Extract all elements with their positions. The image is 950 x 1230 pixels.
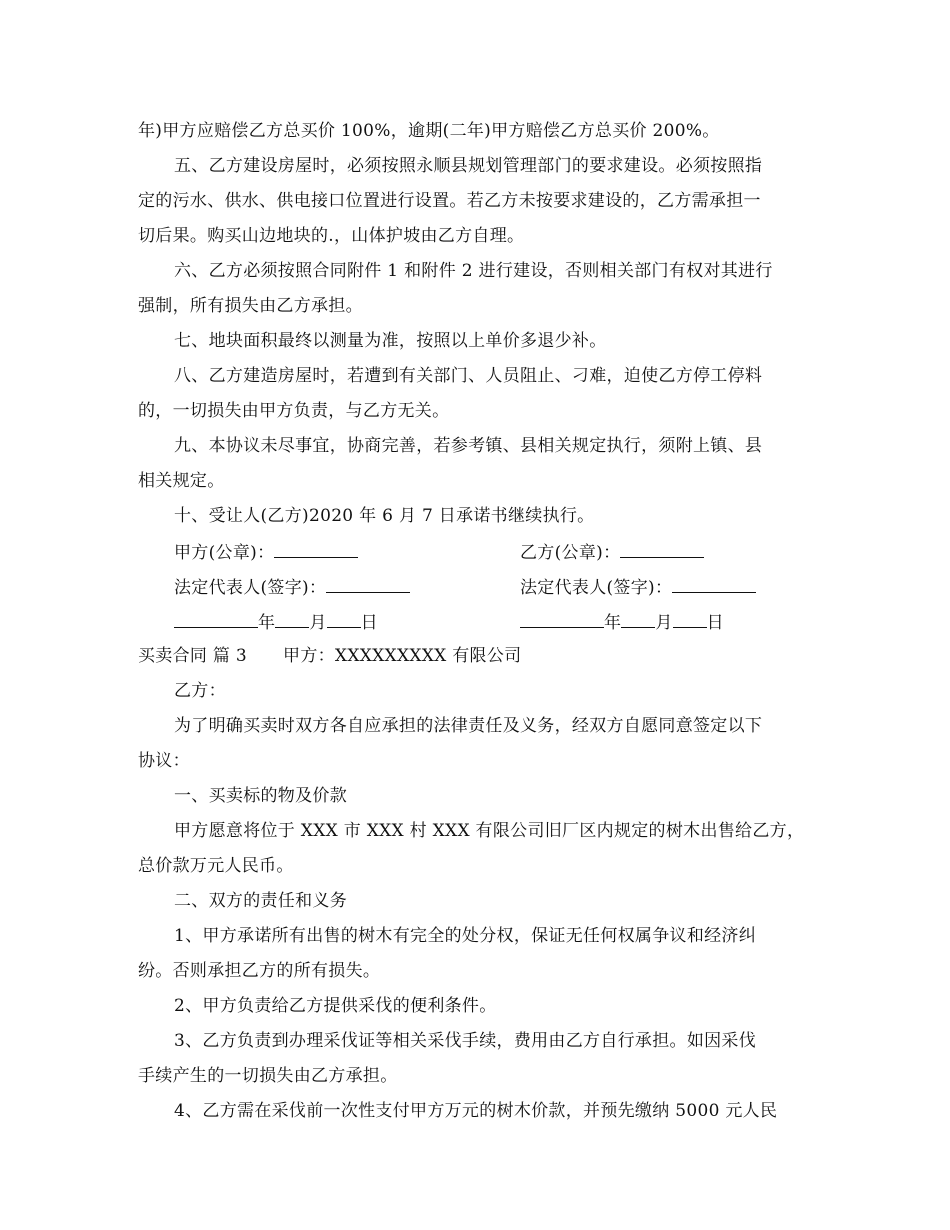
- legal-rep-b-blank[interactable]: [672, 575, 756, 593]
- paragraph-line: 五、乙方建设房屋时，必须按照永顺县规划管理部门的要求建设。必须按照指: [174, 156, 763, 176]
- paragraph-line: 甲方愿意将位于 XXX 市 XXX 村 XXX 有限公司旧厂区内规定的树木出售给乙方，: [174, 821, 805, 841]
- contract3-party-b: 乙方：: [174, 681, 226, 701]
- month-blank[interactable]: [275, 610, 309, 628]
- day-blank[interactable]: [673, 610, 707, 628]
- legal-rep-b-label: 法定代表人(签字)：: [520, 578, 673, 598]
- day-label: 日: [360, 613, 378, 633]
- paragraph-line: 八、乙方建造房屋时，若遭到有关部门、人员阻止、刁难，迫使乙方停工停料: [174, 366, 763, 386]
- contract3-heading: 买卖合同 篇 3: [138, 646, 248, 666]
- paragraph-line: 2、甲方负责给乙方提供采伐的便利条件。: [174, 996, 497, 1016]
- section-heading: 一、买卖标的物及价款: [174, 786, 347, 806]
- paragraph-line: 七、地块面积最终以测量为准，按照以上单价多退少补。: [174, 331, 607, 351]
- contract3-heading-line: [138, 645, 521, 667]
- year-blank[interactable]: [174, 610, 258, 628]
- year-label: 年: [604, 613, 622, 633]
- month-label: 月: [309, 613, 327, 633]
- year-label: 年: [258, 613, 276, 633]
- date-line-a: [174, 610, 378, 634]
- paragraph-line: 手续产生的一切损失由乙方承担。: [138, 1066, 398, 1086]
- day-label: 日: [706, 613, 724, 633]
- paragraph-line: 强制，所有损失由乙方承担。: [138, 296, 363, 316]
- contract3-party-a: 甲方：XXXXXXXXX 有限公司: [283, 646, 522, 666]
- party-b-seal-blank[interactable]: [620, 540, 704, 558]
- paragraph-line: 总价款万元人民币。: [138, 856, 294, 876]
- month-label: 月: [655, 613, 673, 633]
- day-blank[interactable]: [327, 610, 361, 628]
- paragraph-line: 1、甲方承诺所有出售的树木有完全的处分权，保证无任何权属争议和经济纠: [174, 926, 757, 946]
- legal-rep-a-blank[interactable]: [326, 575, 410, 593]
- paragraph-line: 4、乙方需在采伐前一次性支付甲方万元的树木价款，并预先缴纳 5000 元人民: [174, 1101, 778, 1121]
- year-blank[interactable]: [520, 610, 604, 628]
- paragraph-line: 九、本协议未尽事宜，协商完善，若参考镇、县相关规定执行，须附上镇、县: [174, 436, 763, 456]
- section-heading: 二、双方的责任和义务: [174, 891, 347, 911]
- paragraph-line: 定的污水、供水、供电接口位置进行设置。若乙方未按要求建设的，乙方需承担一: [138, 191, 761, 211]
- legal-rep-a-line: [174, 575, 410, 599]
- party-a-seal-label: 甲方(公章)：: [174, 543, 275, 563]
- paragraph-line: 切后果。购买山边地块的.，山体护坡由乙方自理。: [138, 226, 525, 246]
- paragraph-line: 3、乙方负责到办理采伐证等相关采伐手续，费用由乙方自行承担。如因采伐: [174, 1031, 757, 1051]
- paragraph-line: 年)甲方应赔偿乙方总买价 100%，逾期(二年)甲方赔偿乙方总买价 200%。: [138, 121, 720, 141]
- party-a-seal-line: [174, 540, 358, 564]
- date-line-b: [520, 610, 724, 634]
- party-a-seal-blank[interactable]: [274, 540, 358, 558]
- party-b-seal-label: 乙方(公章)：: [520, 543, 621, 563]
- month-blank[interactable]: [621, 610, 655, 628]
- paragraph-line: 协议：: [138, 751, 190, 771]
- party-b-seal-line: [520, 540, 704, 564]
- legal-rep-a-label: 法定代表人(签字)：: [174, 578, 327, 598]
- paragraph-line: 相关规定。: [138, 471, 225, 491]
- paragraph-line: 纷。否则承担乙方的所有损失。: [138, 961, 381, 981]
- paragraph-line: 的，一切损失由甲方负责，与乙方无关。: [138, 401, 450, 421]
- paragraph-line: 十、受让人(乙方)2020 年 6 月 7 日承诺书继续执行。: [174, 506, 595, 526]
- paragraph-line: 六、乙方必须按照合同附件 1 和附件 2 进行建设，否则相关部门有权对其进行: [174, 261, 773, 281]
- legal-rep-b-line: [520, 575, 756, 599]
- paragraph-line: 为了明确买卖时双方各自应承担的法律责任及义务，经双方自愿同意签定以下: [174, 716, 763, 736]
